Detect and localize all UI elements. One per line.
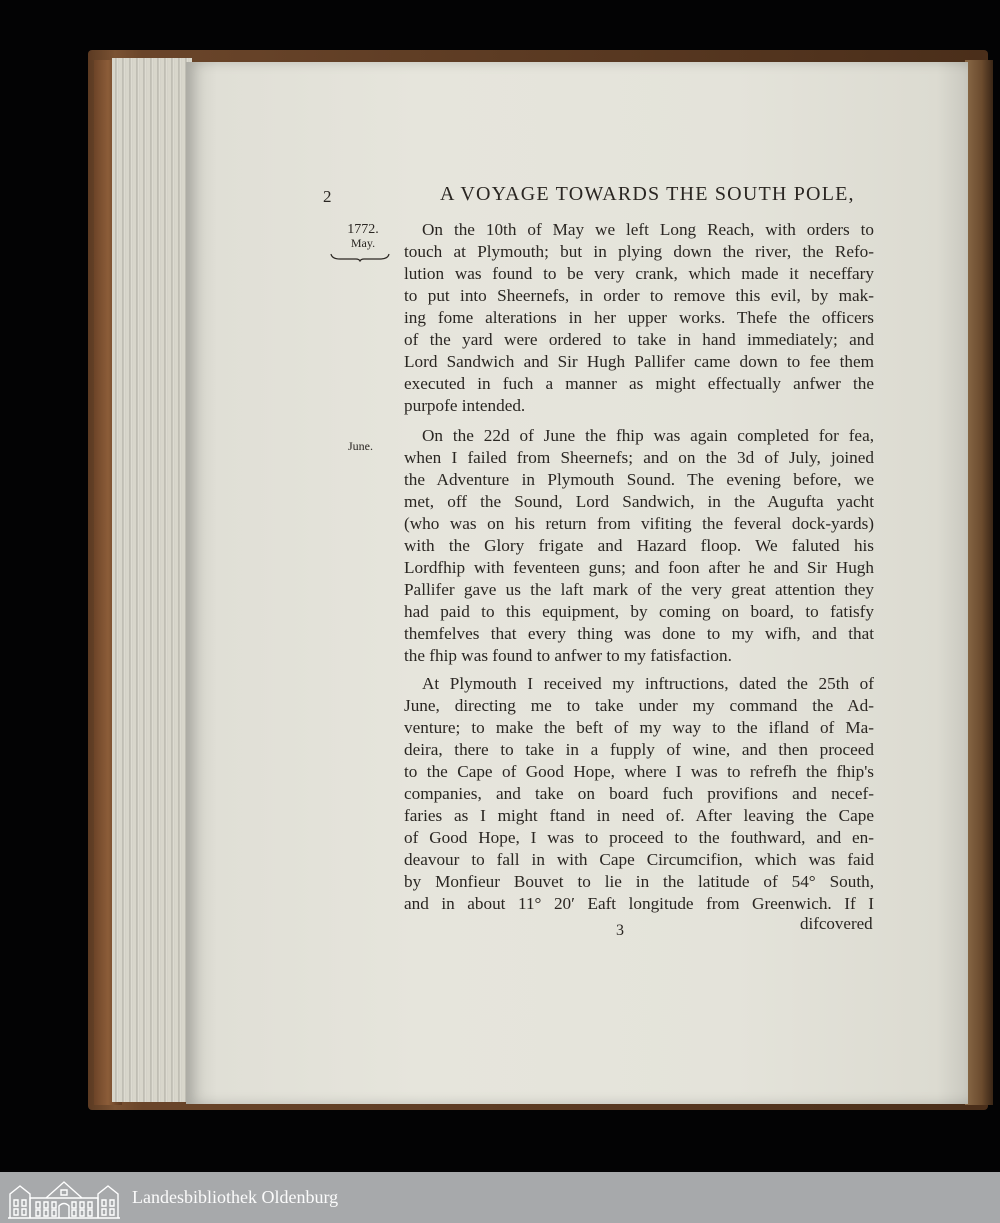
margin-brace-icon xyxy=(330,252,390,262)
text-line: themfelves that every thing was done to my wifh, and that xyxy=(404,624,874,643)
signature-mark: 3 xyxy=(616,922,624,939)
text-line: to put into Sheernefs, in order to remove this evil, by mak- xyxy=(404,286,874,305)
text-line: of Good Hope, I was to proceed to the fouthward, and en- xyxy=(404,828,874,847)
text-line: On the 22d of June the fhip was again completed for fea, xyxy=(422,426,874,445)
library-building-icon xyxy=(6,1176,122,1220)
library-name: Landesbibliothek Oldenburg xyxy=(132,1187,339,1207)
paragraph-2 xyxy=(404,425,874,667)
paragraph-3 xyxy=(404,673,874,915)
text-line: deavour to fall in with Cape Circumcifion, which was faid xyxy=(404,850,874,869)
running-head: A VOYAGE TOWARDS THE SOUTH POLE, xyxy=(440,183,855,205)
text-line: (who was on his return from vifiting the feveral dock-yards) xyxy=(404,514,874,533)
text-line: venture; to make the beft of my way to the ifland of Ma- xyxy=(404,718,874,737)
text-line: lution was found to be very crank, which made it neceffary xyxy=(404,264,874,283)
text-line: deira, there to take in a fupply of wine, and then proceed xyxy=(404,740,874,759)
text-line: ing fome alterations in her upper works. Thefe the officers xyxy=(404,308,874,327)
text-line: to the Cape of Good Hope, where I was to refrefh the fhip's xyxy=(404,762,874,781)
text-line: with the Glory frigate and Hazard floop. We faluted his xyxy=(404,536,874,555)
text-line: had paid to this equipment, by coming on board, to fatisfy xyxy=(404,602,874,621)
text-line: faries as I might ftand in need of. After leaving the Cape xyxy=(404,806,874,825)
text-line: when I failed from Sheernefs; and on the 3d of July, joined xyxy=(404,448,874,467)
text-line: Lordfhip with feventeen guns; and foon after he and Sir Hugh xyxy=(404,558,874,577)
text-line: executed in fuch a manner as might effectually anfwer the xyxy=(404,374,874,393)
text-line: by Monfieur Bouvet to lie in the latitude of 54° South, xyxy=(404,872,874,891)
text-line: the fhip was found to anfwer to my fatisfaction. xyxy=(404,646,732,665)
text-line: the Adventure in Plymouth Sound. The evening before, we xyxy=(404,470,874,489)
margin-note-june: June. xyxy=(348,439,373,453)
text-line: Pallifer gave us the laft mark of the very great attention they xyxy=(404,580,874,599)
text-line: and in about 11° 20′ Eaft longitude from Greenwich. If I xyxy=(404,894,874,913)
text-line: June, directing me to take under my command the Ad- xyxy=(404,696,874,715)
text-line: On the 10th of May we left Long Reach, with orders to xyxy=(422,220,874,239)
text-line: met, off the Sound, Lord Sandwich, in the Augufta yacht xyxy=(404,492,874,511)
margin-note-may: May. xyxy=(350,236,376,250)
page-stack-edges xyxy=(112,58,192,1102)
catchword: difcovered xyxy=(800,914,873,933)
page-number: 2 xyxy=(323,187,332,206)
book-fore-edge xyxy=(965,60,993,1105)
paragraph-1 xyxy=(404,219,874,417)
text-line: companies, and take on board fuch provifions and necef- xyxy=(404,784,874,803)
text-line: At Plymouth I received my inftructions, dated the 25th of xyxy=(422,674,874,693)
text-line: Lord Sandwich and Sir Hugh Pallifer came down to fee them xyxy=(404,352,874,371)
footer-bar xyxy=(0,1172,1000,1223)
text-line: purpofe intended. xyxy=(404,396,526,415)
text-line: touch at Plymouth; but in plying down the river, the Refo- xyxy=(404,242,874,261)
text-line: of the yard were ordered to take in hand immediately; and xyxy=(404,330,874,349)
margin-note-year: 1772. xyxy=(347,222,379,237)
